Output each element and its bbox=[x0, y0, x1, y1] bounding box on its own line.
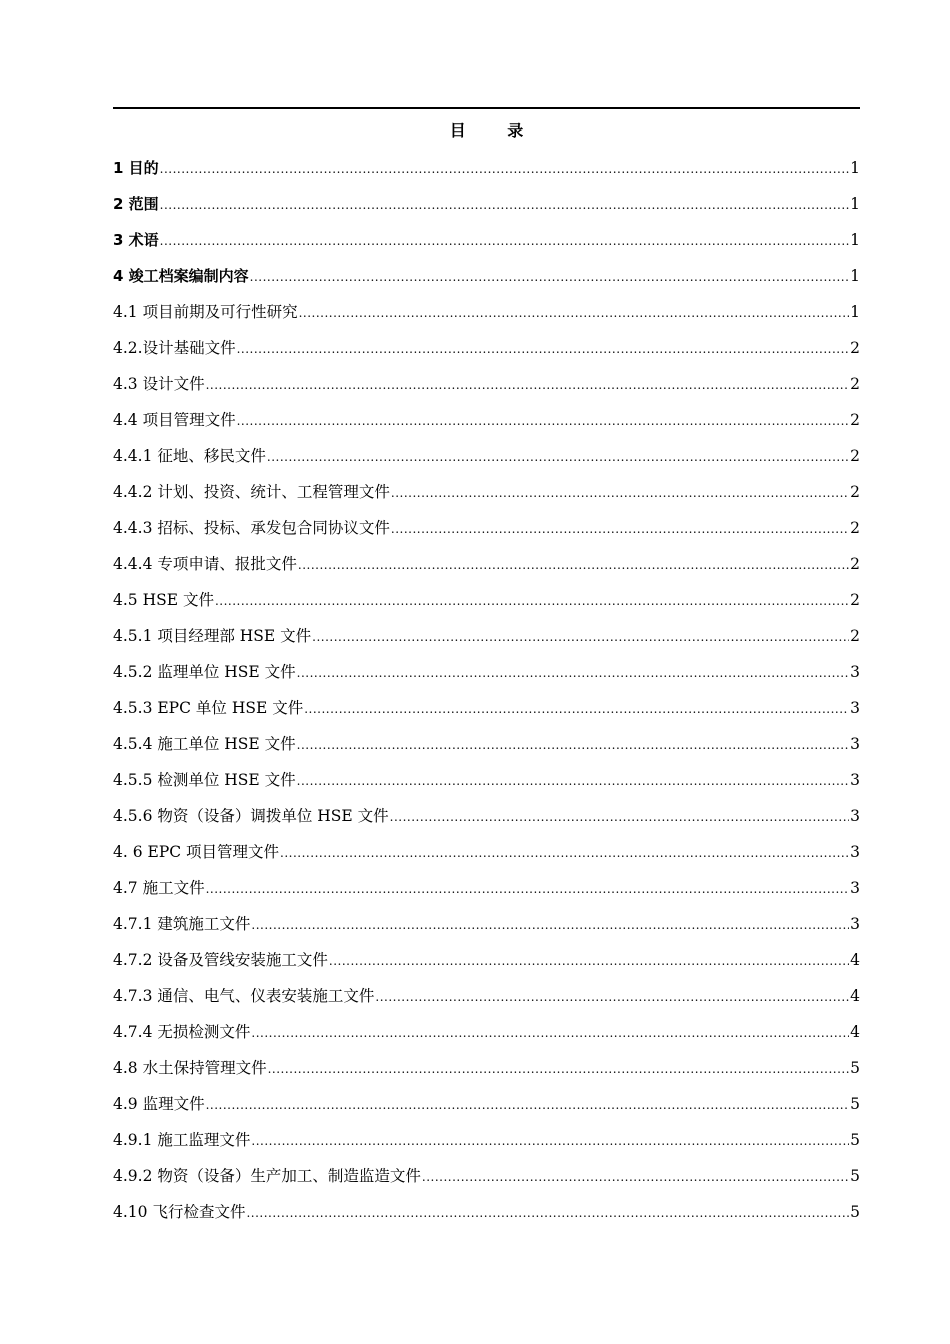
toc-entry-title: 4.10 飞行检查文件 bbox=[113, 1203, 246, 1221]
toc-entry[interactable] bbox=[113, 1086, 860, 1122]
toc-page-number: 1 bbox=[850, 303, 860, 321]
toc-entry[interactable] bbox=[113, 330, 860, 366]
toc-entry-title: 4.3 设计文件 bbox=[113, 375, 205, 393]
toc-dot-leader bbox=[160, 223, 849, 259]
toc-entry-title: 1 目的 bbox=[113, 159, 159, 177]
toc-entry[interactable] bbox=[113, 942, 860, 978]
toc-page-number: 4 bbox=[850, 951, 860, 969]
toc-entry-title: 4.5.3 EPC 单位 HSE 文件 bbox=[113, 699, 304, 717]
toc-entry-title: 4.4.4 专项申请、报批文件 bbox=[113, 555, 297, 573]
toc-dot-leader bbox=[251, 1123, 849, 1159]
toc-entry[interactable] bbox=[113, 906, 860, 942]
toc-entry-title: 4.4.3 招标、投标、承发包合同协议文件 bbox=[113, 519, 390, 537]
toc-entry[interactable] bbox=[113, 366, 860, 402]
toc-entry-title: 4.5.1 项目经理部 HSE 文件 bbox=[113, 627, 312, 645]
toc-entry[interactable] bbox=[113, 978, 860, 1014]
toc-dot-leader bbox=[391, 475, 849, 511]
toc-dot-leader bbox=[237, 403, 849, 439]
toc-entry-title: 4.5.2 监理单位 HSE 文件 bbox=[113, 663, 296, 681]
toc-entry-title: 4.4.1 征地、移民文件 bbox=[113, 447, 266, 465]
toc-entry[interactable] bbox=[113, 150, 860, 186]
toc-entry[interactable] bbox=[113, 1122, 860, 1158]
toc-page-number: 3 bbox=[850, 663, 860, 681]
toc-entry[interactable] bbox=[113, 222, 860, 258]
toc-entry-title: 4. 6 EPC 项目管理文件 bbox=[113, 843, 280, 861]
toc-entry-title: 4.5.5 检测单位 HSE 文件 bbox=[113, 771, 296, 789]
toc-dot-leader bbox=[304, 691, 849, 727]
toc-page-number: 2 bbox=[850, 411, 860, 429]
toc-page-number: 2 bbox=[850, 555, 860, 573]
toc-dot-leader bbox=[329, 943, 849, 979]
toc-dot-leader bbox=[299, 295, 849, 331]
toc-entry-title: 4.7.4 无损检测文件 bbox=[113, 1023, 251, 1041]
toc-page-number: 3 bbox=[850, 915, 860, 933]
toc-entry[interactable] bbox=[113, 618, 860, 654]
toc-page-number: 4 bbox=[850, 1023, 860, 1041]
toc-dot-leader bbox=[390, 799, 849, 835]
toc-entry[interactable] bbox=[113, 870, 860, 906]
toc-entry-title: 4.7 施工文件 bbox=[113, 879, 205, 897]
toc-dot-leader bbox=[268, 1051, 849, 1087]
toc-page-number: 2 bbox=[850, 447, 860, 465]
toc-entry-title: 4.9.1 施工监理文件 bbox=[113, 1131, 251, 1149]
toc-dot-leader bbox=[375, 979, 849, 1015]
toc-entry[interactable] bbox=[113, 474, 860, 510]
header-rule bbox=[113, 107, 860, 109]
toc-page-number: 1 bbox=[850, 231, 860, 249]
toc-entry-title: 4.8 水土保持管理文件 bbox=[113, 1059, 267, 1077]
toc-entry-title: 4.5.4 施工单位 HSE 文件 bbox=[113, 735, 296, 753]
toc-page-number: 5 bbox=[850, 1203, 860, 1221]
toc-page-number: 2 bbox=[850, 519, 860, 537]
toc-entry[interactable] bbox=[113, 582, 860, 618]
toc-page-number: 2 bbox=[850, 339, 860, 357]
toc-entry-title: 4.4 项目管理文件 bbox=[113, 411, 236, 429]
toc-page-number: 1 bbox=[850, 195, 860, 213]
toc-dot-leader bbox=[246, 1195, 849, 1231]
toc-entry[interactable] bbox=[113, 762, 860, 798]
toc-entry[interactable] bbox=[113, 690, 860, 726]
toc-page-number: 3 bbox=[850, 807, 860, 825]
toc-page-number: 5 bbox=[850, 1095, 860, 1113]
toc-entry[interactable] bbox=[113, 546, 860, 582]
toc-entry-title: 4 竣工档案编制内容 bbox=[113, 267, 249, 285]
toc-dot-leader bbox=[297, 727, 849, 763]
toc-entry-title: 4.9.2 物资（设备）生产加工、制造监造文件 bbox=[113, 1167, 421, 1185]
toc-page-number: 5 bbox=[850, 1131, 860, 1149]
toc-dot-leader bbox=[297, 763, 849, 799]
toc-page-number: 2 bbox=[850, 591, 860, 609]
toc-page-number: 3 bbox=[850, 843, 860, 861]
toc-entry[interactable] bbox=[113, 438, 860, 474]
toc-page-number: 3 bbox=[850, 879, 860, 897]
table-of-contents bbox=[113, 150, 860, 1230]
toc-entry-title: 4.5 HSE 文件 bbox=[113, 591, 214, 609]
toc-entry-title: 4.4.2 计划、投资、统计、工程管理文件 bbox=[113, 483, 390, 501]
toc-entry-title: 4.7.1 建筑施工文件 bbox=[113, 915, 251, 933]
toc-page-number: 3 bbox=[850, 771, 860, 789]
toc-page-number: 2 bbox=[850, 483, 860, 501]
toc-page-number: 3 bbox=[850, 699, 860, 717]
toc-entry[interactable] bbox=[113, 654, 860, 690]
toc-dot-leader bbox=[206, 367, 849, 403]
toc-entry-title: 4.2.设计基础文件 bbox=[113, 339, 236, 357]
toc-page-number: 3 bbox=[850, 735, 860, 753]
toc-dot-leader bbox=[280, 835, 849, 871]
toc-page-number: 5 bbox=[850, 1059, 860, 1077]
toc-entry[interactable] bbox=[113, 402, 860, 438]
toc-entry[interactable] bbox=[113, 1014, 860, 1050]
toc-entry[interactable] bbox=[113, 186, 860, 222]
toc-dot-leader bbox=[206, 1087, 849, 1123]
toc-entry[interactable] bbox=[113, 1194, 860, 1230]
toc-dot-leader bbox=[251, 907, 849, 943]
toc-dot-leader bbox=[237, 331, 849, 367]
toc-entry-title: 4.7.2 设备及管线安装施工文件 bbox=[113, 951, 328, 969]
toc-dot-leader bbox=[251, 1015, 849, 1051]
toc-entry[interactable] bbox=[113, 510, 860, 546]
toc-dot-leader bbox=[206, 871, 849, 907]
toc-entry[interactable] bbox=[113, 834, 860, 870]
toc-dot-leader bbox=[312, 619, 849, 655]
toc-dot-leader bbox=[160, 187, 849, 223]
toc-dot-leader bbox=[267, 439, 849, 475]
toc-entry[interactable] bbox=[113, 1158, 860, 1194]
toc-dot-leader bbox=[160, 151, 849, 187]
toc-entry[interactable] bbox=[113, 258, 860, 294]
toc-dot-leader bbox=[391, 511, 849, 547]
toc-dot-leader bbox=[422, 1159, 849, 1195]
toc-entry-title: 4.9 监理文件 bbox=[113, 1095, 205, 1113]
toc-entry[interactable] bbox=[113, 1050, 860, 1086]
toc-dot-leader bbox=[250, 259, 849, 295]
toc-entry[interactable] bbox=[113, 726, 860, 762]
toc-entry[interactable] bbox=[113, 798, 860, 834]
toc-page-number: 1 bbox=[850, 267, 860, 285]
toc-page-number: 1 bbox=[850, 159, 860, 177]
toc-page-number: 5 bbox=[850, 1167, 860, 1185]
toc-title: 目 录 bbox=[449, 121, 542, 140]
toc-entry[interactable] bbox=[113, 294, 860, 330]
toc-dot-leader bbox=[298, 547, 849, 583]
toc-dot-leader bbox=[215, 583, 849, 619]
toc-dot-leader bbox=[297, 655, 849, 691]
toc-entry-title: 4.1 项目前期及可行性研究 bbox=[113, 303, 298, 321]
toc-entry-title: 4.7.3 通信、电气、仪表安装施工文件 bbox=[113, 987, 375, 1005]
toc-entry-title: 2 范围 bbox=[113, 195, 159, 213]
toc-page-number: 2 bbox=[850, 627, 860, 645]
toc-page-number: 4 bbox=[850, 987, 860, 1005]
toc-entry-title: 3 术语 bbox=[113, 231, 159, 249]
toc-entry-title: 4.5.6 物资（设备）调拨单位 HSE 文件 bbox=[113, 807, 389, 825]
toc-page-number: 2 bbox=[850, 375, 860, 393]
